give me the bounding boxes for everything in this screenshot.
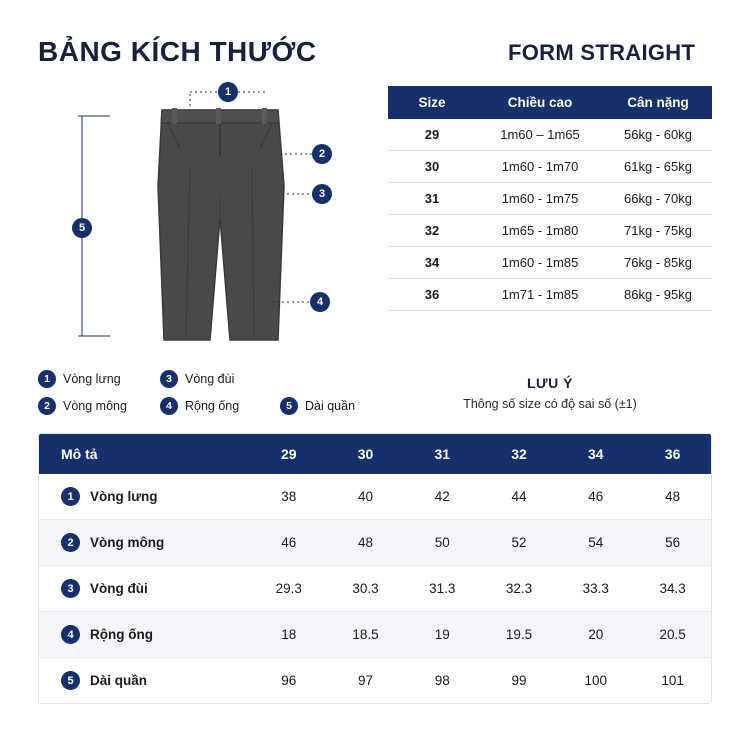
- measurement-value: 44: [481, 474, 558, 520]
- height-cell: 1m60 - 1m70: [476, 151, 604, 183]
- measurement-desc-cell: [39, 658, 250, 704]
- measurement-value: 98: [434, 673, 450, 688]
- legend: [38, 370, 378, 424]
- height-cell: 1m60 - 1m85: [476, 247, 604, 279]
- size-recommendation-table: [388, 86, 712, 311]
- marker-5: 5: [72, 218, 92, 238]
- size-table-header-weight: Cân nặng: [604, 86, 712, 119]
- measurement-header-36: 36: [634, 434, 711, 474]
- measurement-value: 20.5: [634, 612, 711, 658]
- size-cell: 30: [388, 151, 476, 183]
- weight-cell: 56kg - 60kg: [604, 119, 712, 151]
- measurement-value: 34.3: [634, 566, 711, 612]
- legend-label-4: Rộng ống: [185, 399, 240, 413]
- measurement-value: 46: [250, 520, 327, 566]
- size-cell: 31: [388, 183, 476, 215]
- measurement-value: 32.3: [481, 566, 558, 612]
- measurement-value: 100: [584, 673, 608, 688]
- weight-cell: 61kg - 65kg: [604, 151, 712, 183]
- measurement-header-31: 31: [404, 434, 481, 474]
- measurement-desc-cell: [39, 566, 250, 612]
- measurement-value: 19: [404, 612, 481, 658]
- marker-4: 4: [310, 292, 330, 312]
- table-row: [39, 566, 711, 612]
- legend-badge-4: 4: [160, 397, 178, 415]
- measurement-value: 19.5: [481, 612, 558, 658]
- legend-label-3: Vòng đùi: [185, 372, 235, 386]
- measurement-badge-2: 2: [61, 533, 80, 552]
- measurement-value: 38: [250, 474, 327, 520]
- legend-item-2: [38, 397, 160, 415]
- size-cell: 36: [388, 279, 476, 311]
- measurement-value: 101: [661, 673, 684, 688]
- measurement-value: 31.3: [404, 566, 481, 612]
- height-cell: 1m71 - 1m85: [476, 279, 604, 311]
- measurement-value: 30.3: [327, 566, 404, 612]
- page-title: BẢNG KÍCH THƯỚC: [38, 36, 317, 67]
- legend-item-5: [280, 397, 355, 415]
- legend-badge-3: 3: [160, 370, 178, 388]
- measurement-header-row: [39, 434, 711, 474]
- measurement-value: 97: [358, 673, 374, 688]
- measurement-value: 48: [634, 474, 711, 520]
- size-cell: 29: [388, 119, 476, 151]
- legend-badge-1: 1: [38, 370, 56, 388]
- measurement-value: 52: [481, 520, 558, 566]
- table-row: [39, 520, 711, 566]
- measurement-value: 56: [634, 520, 711, 566]
- measurement-value: 54: [557, 520, 634, 566]
- measurement-value: 20: [557, 612, 634, 658]
- measurement-label-3: Vòng đùi: [90, 581, 148, 596]
- measurement-header-34: 34: [557, 434, 634, 474]
- table-row: [388, 183, 712, 215]
- height-cell: 1m60 – 1m65: [476, 119, 604, 151]
- measurement-table: [39, 434, 711, 703]
- legend-item-3: [160, 370, 280, 388]
- measurement-badge-3: 3: [61, 579, 80, 598]
- measurement-label-2: Vòng mông: [90, 535, 165, 550]
- marker-1: 1: [218, 82, 238, 102]
- size-cell: 34: [388, 247, 476, 279]
- marker-3: 3: [312, 184, 332, 204]
- measurement-badge-1: 1: [61, 487, 80, 506]
- size-cell: 32: [388, 215, 476, 247]
- legend-label-1: Vòng lưng: [63, 372, 121, 386]
- legend-item-1: [38, 370, 160, 388]
- note-text: Thông số size có độ sai số (±1): [463, 397, 637, 411]
- measurement-header-32: 32: [481, 434, 558, 474]
- legend-label-2: Vòng mông: [63, 399, 127, 413]
- pants-illustration: [40, 78, 360, 353]
- note-title: LƯU Ý: [526, 375, 573, 391]
- measurement-table-container: [38, 433, 712, 704]
- marker-2: 2: [312, 144, 332, 164]
- measurement-value: 33.3: [557, 566, 634, 612]
- table-row: [388, 151, 712, 183]
- form-title: FORM STRAIGHT: [508, 40, 696, 65]
- table-row: [39, 474, 711, 520]
- measurement-label-4: Rộng ống: [90, 627, 153, 642]
- measurement-value: 18: [250, 612, 327, 658]
- note-block: [388, 375, 712, 411]
- measurement-value: 46: [557, 474, 634, 520]
- measurement-value: 48: [327, 520, 404, 566]
- size-table-header-height: Chiều cao: [476, 86, 604, 119]
- height-cell: 1m60 - 1m75: [476, 183, 604, 215]
- size-table-header-size: Size: [388, 86, 476, 119]
- measurement-header-30: 30: [327, 434, 404, 474]
- measurement-value: 99: [511, 673, 527, 688]
- measurement-value: 96: [281, 673, 297, 688]
- table-row: [39, 658, 711, 704]
- pants-diagram-svg: [40, 78, 360, 353]
- measurement-value: 50: [404, 520, 481, 566]
- measurement-badge-5: 5: [61, 671, 80, 690]
- measurement-value: 40: [327, 474, 404, 520]
- table-row: [39, 612, 711, 658]
- measurement-badge-4: 4: [61, 625, 80, 644]
- table-row: [388, 119, 712, 151]
- size-table-header-row: [388, 86, 712, 119]
- measurement-header-desc: Mô tả: [39, 434, 250, 474]
- weight-cell: 71kg - 75kg: [604, 215, 712, 247]
- legend-badge-5: 5: [280, 397, 298, 415]
- measurement-value: 18.5: [327, 612, 404, 658]
- legend-row: [38, 397, 378, 415]
- measurement-value: 29.3: [250, 566, 327, 612]
- legend-row: [38, 370, 378, 388]
- height-cell: 1m65 - 1m80: [476, 215, 604, 247]
- weight-cell: 76kg - 85kg: [604, 247, 712, 279]
- measurement-value: 42: [404, 474, 481, 520]
- measurement-label-1: Vòng lưng: [90, 489, 158, 504]
- measurement-desc-cell: [39, 612, 250, 658]
- weight-cell: 66kg - 70kg: [604, 183, 712, 215]
- legend-label-5: Dài quần: [305, 399, 356, 413]
- measurement-header-29: 29: [250, 434, 327, 474]
- weight-cell: 86kg - 95kg: [604, 279, 712, 311]
- table-row: [388, 279, 712, 311]
- measurement-desc-cell: [39, 474, 250, 520]
- legend-badge-2: 2: [38, 397, 56, 415]
- table-row: [388, 215, 712, 247]
- measurement-desc-cell: [39, 520, 250, 566]
- measurement-label-5: Dài quần: [90, 673, 148, 688]
- table-row: [388, 247, 712, 279]
- legend-item-4: [160, 397, 280, 415]
